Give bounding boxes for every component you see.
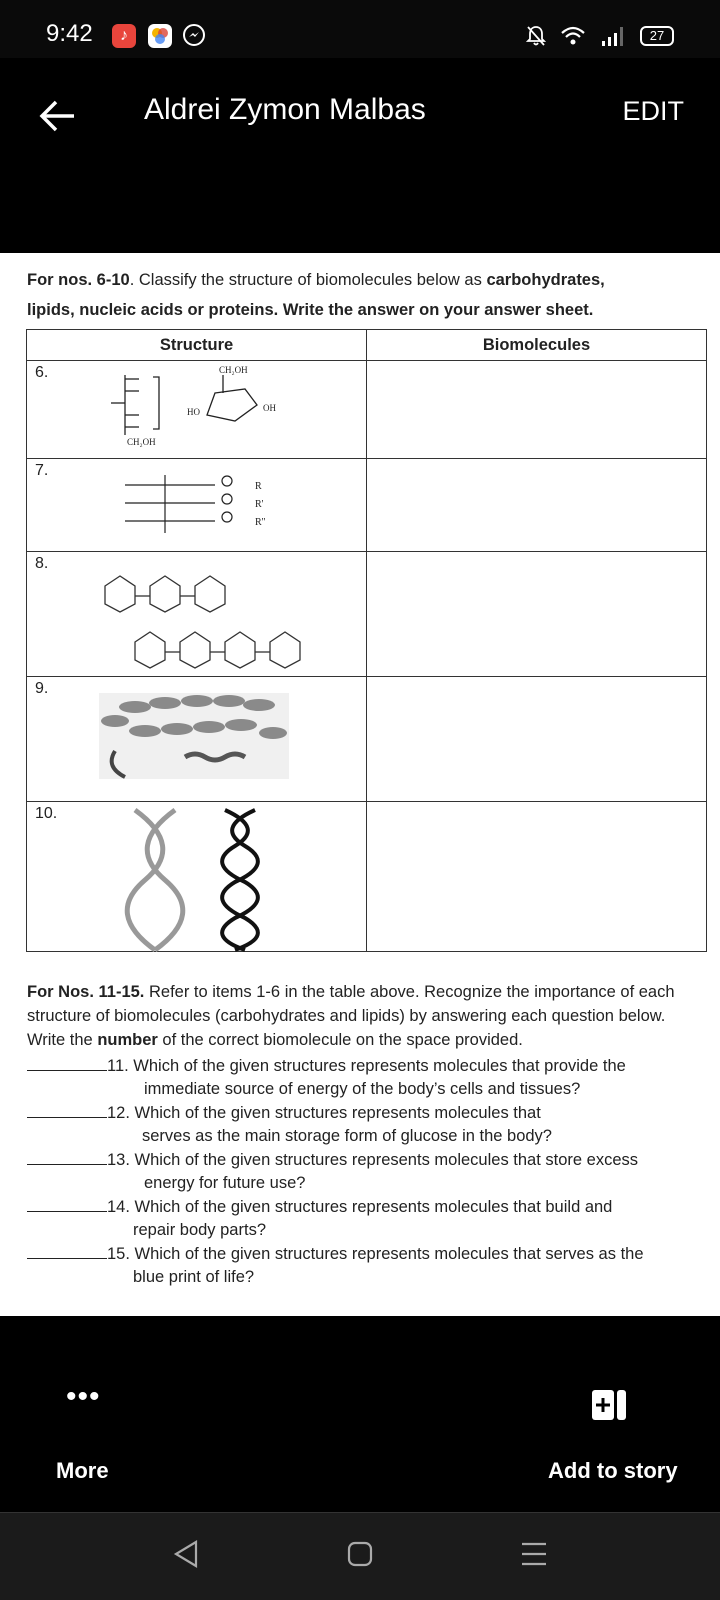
row-number: 6. (35, 364, 49, 381)
back-arrow-icon (36, 94, 80, 138)
answer-blank (27, 1195, 107, 1212)
table-header-row (27, 330, 707, 361)
glucose-structure-image (85, 365, 305, 455)
status-bar (0, 0, 720, 58)
instructions-11-15: For Nos. 11-15. Refer to items 1-6 in the table above. Recognize the importance of each structure of biomolecules (carbohydrates and lipids) by answering each question below. Write the number of the correct biomolecule on the space provided. (27, 983, 675, 1049)
answer-cell (367, 459, 707, 552)
answer-cell (367, 552, 707, 677)
system-nav-bar (0, 1512, 720, 1600)
oh-label: OH (263, 403, 276, 413)
status-indicators (526, 24, 674, 48)
add-to-story-icon (590, 1386, 628, 1424)
question-item: 12. Which of the given structures represents molecules that serves as the main storage form of glucose in the body? (27, 1101, 707, 1148)
ch2oh-label: CH₂OH (127, 437, 156, 447)
signal-icon (600, 25, 626, 47)
nav-back-icon[interactable] (172, 1539, 200, 1569)
battery-indicator: 27 (640, 26, 674, 46)
add-to-story-label: Add to story (548, 1458, 678, 1483)
answer-cell (367, 802, 707, 952)
photos-app-icon (148, 24, 172, 48)
starch-structure-image (85, 556, 335, 674)
answer-blank (27, 1148, 107, 1165)
r2-label: R'' (255, 517, 266, 528)
back-button[interactable] (36, 94, 80, 138)
nav-recents-icon[interactable] (520, 1539, 548, 1569)
nav-home-icon[interactable] (346, 1539, 374, 1569)
row-number: 10. (35, 805, 58, 822)
ho-label: HO (187, 407, 200, 417)
classification-table (26, 329, 707, 952)
answer-blank (27, 1101, 107, 1118)
edit-button[interactable]: EDIT (622, 96, 684, 126)
question-item: 11. Which of the given structures represents molecules that provide the immediate source of energy of the body’s cells and tissues? (27, 1054, 707, 1101)
question-item: 15. Which of the given structures represents molecules that serves as the blue print of life? (27, 1242, 707, 1289)
page-title: Aldrei Zymon Malbas (144, 93, 426, 126)
table-row (27, 802, 707, 952)
table-row (27, 361, 707, 459)
worksheet-image (0, 253, 720, 1316)
r-label: R (255, 481, 262, 492)
row-number: 8. (35, 555, 49, 572)
question-item: 14. Which of the given structures represents molecules that build and repair body parts? (27, 1195, 707, 1242)
structure-cell (27, 552, 367, 677)
more-label: More (56, 1458, 109, 1483)
mute-bell-icon (526, 25, 546, 47)
structure-cell (27, 459, 367, 552)
messenger-icon (183, 24, 205, 46)
row-number: 9. (35, 680, 49, 697)
structure-header: Structure (27, 330, 367, 361)
protein-structure-image (85, 681, 305, 797)
more-dots-icon: ••• (66, 1380, 101, 1413)
table-row (27, 459, 707, 552)
question-item: 13. Which of the given structures represents molecules that store excess energy for future use? (27, 1148, 707, 1195)
instructions-6-10: For nos. 6-10. Classify the structure of biomolecules below as carbohydrates, lipids, nucleic acids or proteins. Write the answer on your answer sheet. (27, 271, 605, 319)
row-number: 7. (35, 462, 49, 479)
ch2oh-label-ring: CH₂OH (219, 365, 248, 375)
answer-blank (27, 1054, 107, 1071)
status-time: 9:42 (46, 20, 93, 47)
story-footer (0, 1316, 720, 1512)
structure-cell (27, 677, 367, 802)
table-row (27, 677, 707, 802)
answer-cell (367, 677, 707, 802)
music-app-icon: ♪ (112, 24, 136, 48)
table-row (27, 552, 707, 677)
answer-cell (367, 361, 707, 459)
dna-structure-image (85, 806, 305, 952)
r1-label: R' (255, 499, 264, 510)
wifi-icon (560, 25, 586, 47)
structure-cell (27, 361, 367, 459)
structure-cell (27, 802, 367, 952)
app-header (0, 58, 720, 253)
biomolecules-header: Biomolecules (367, 330, 707, 361)
triglyceride-structure-image (85, 463, 305, 548)
answer-blank (27, 1242, 107, 1259)
